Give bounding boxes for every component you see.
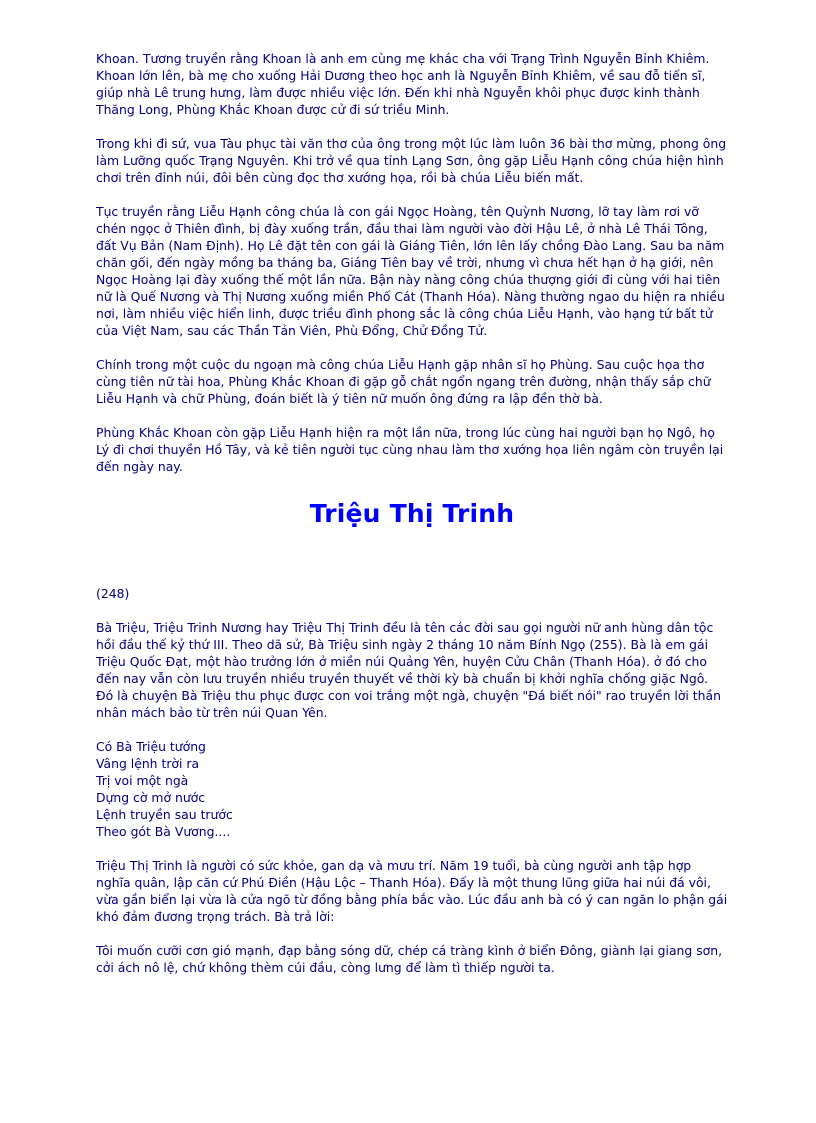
verse-line: Trị voi một ngà (96, 773, 189, 788)
section-title: Triệu Thị Trinh (309, 499, 515, 528)
paragraph: Triệu Thị Trinh là người có sức khỏe, gan dạ và mưu trí. Năm 19 tuổi, bà cùng người anh tập hợp nghĩa quân, lập căn cứ Phú Điền (Hậu Lộc – Thanh Hóa). Đấy là một thung lũng giữa hai núi đá vôi, vừa gần biển lại vừa là cửa ngõ từ đồng bằng phía bắc vào. Lúc đầu anh bà có ý can ngăn lo phận gái khó đảm đương trọng trách. Bà trả lời: (96, 858, 728, 924)
verse-line: Theo gót Bà Vương.... (96, 824, 231, 839)
verse-line: Dựng cờ mở nước (96, 790, 206, 805)
spacer (96, 529, 728, 585)
paragraph: Trong khi đi sứ, vua Tàu phục tài văn thơ của ông trong một lúc làm luôn 36 bài thơ mừng, phong ông làm Lưỡng quốc Trạng Nguyên. Khi trở về qua tỉnh Lạng Sơn, ông gặp Liễu Hạnh công chúa hiện hình chơi trên đỉnh núi, đôi bên cùng đọc thơ xướng họa, rồi bà chúa Liễu biến mất. (96, 136, 727, 185)
paragraph: Tôi muốn cưỡi cơn gió mạnh, đạp bằng sóng dữ, chép cá tràng kình ở biển Đông, giành lại giang sơn, cởi ách nô lệ, chứ không thèm cúi đầu, còng lưng để làm tì thiếp người ta. (96, 943, 723, 975)
section-number: (248) (96, 586, 130, 601)
verse-block (96, 738, 728, 840)
paragraph: Tục truyền rằng Liễu Hạnh công chúa là con gái Ngọc Hoàng, tên Quỳnh Nương, lỡ tay làm rơi vỡ chén ngọc ở Thiên đình, bị đày xuống trần, đầu thai làm người vào đời Hậu Lê, ở nhà Lê Thái Tông, đất Vụ Bản (Nam Định). Họ Lê đặt tên con gái là Giáng Tiên, lớn lên lấy chồng Đào Lang. Sau ba năm chăn gối, đến ngày mồng ba tháng ba, Giáng Tiên bay về trời, nhưng vì chưa hết hạn ở hạ giới, nên Ngọc Hoàng lại đày xuống thế một lần nữa. Bận này nàng công chúa thượng giới đi cùng với hai tiên nữ là Quế Nương và Thị Nương xuống miền Phố Cát (Thanh Hóa). Nàng thường ngao du hiện ra nhiều nơi, làm nhiều việc hiển linh, được triều đình phong sắc là công chúa Liễu Hạnh, vào hạng tứ bất tử của Việt Nam, sau các Thần Tản Viên, Phù Đổng, Chử Đồng Tử. (96, 204, 725, 338)
verse-line: Có Bà Triệu tướng (96, 739, 206, 754)
paragraph: Phùng Khắc Khoan còn gặp Liễu Hạnh hiện ra một lần nữa, trong lúc cùng hai người bạn họ Ngô, họ Lý đi chơi thuyền Hồ Tây, và kẻ tiên người tục cùng nhau làm thơ xướng họa liên ngâm còn truyền lại đến ngày nay. (96, 425, 724, 474)
document-page (96, 50, 728, 993)
verse-line: Vâng lệnh trời ra (96, 756, 200, 771)
paragraph: Bà Triệu, Triệu Trinh Nương hay Triệu Thị Trinh đều là tên các đời sau gọi người nữ anh hùng dân tộc hồi đầu thế kỷ thứ III. Theo dã sử, Bà Triệu sinh ngày 2 tháng 10 năm Bính Ngọ (255). Bà là em gái Triệu Quốc Đạt, một hào trưởng lớn ở miền núi Quảng Yên, huyện Cửu Chân (Thanh Hóa). ở đó cho đến nay vẫn còn lưu truyền nhiều truyền thuyết về thời kỳ bà chuẩn bị khởi nghĩa chống giặc Ngô. Đó là chuyện Bà Triệu thu phục được con voi trắng một ngà, chuyện "Đá biết nói" rao truyền lời thần nhân mách bảo từ trên núi Quan Yên. (96, 620, 721, 720)
verse-line: Lệnh truyền sau trước (96, 807, 233, 822)
paragraph: Chính trong một cuộc du ngoạn mà công chúa Liễu Hạnh gặp nhân sĩ họ Phùng. Sau cuộc họa thơ cùng tiên nữ tài hoa, Phùng Khắc Khoan đi gặp gỗ chắt ngổn ngang trên đường, nhận thấy sắp chữ Liễu Hạnh và chữ Phùng, đoán biết là ý tiên nữ muốn ông đứng ra lập đền thờ bà. (96, 357, 711, 406)
paragraph: Khoan. Tương truyền rằng Khoan là anh em cùng mẹ khác cha với Trạng Trình Nguyễn Bỉnh Khiêm. Khoan lớn lên, bà mẹ cho xuống Hải Dương theo học anh là Nguyễn Bỉnh Khiêm, về sau đỗ tiến sĩ, giúp nhà Lê trung hưng, làm được nhiều việc lớn. Đến khi nhà Nguyễn khôi phục được kinh thành Thăng Long, Phùng Khắc Khoan được cử đi sứ triều Minh. (96, 51, 710, 117)
